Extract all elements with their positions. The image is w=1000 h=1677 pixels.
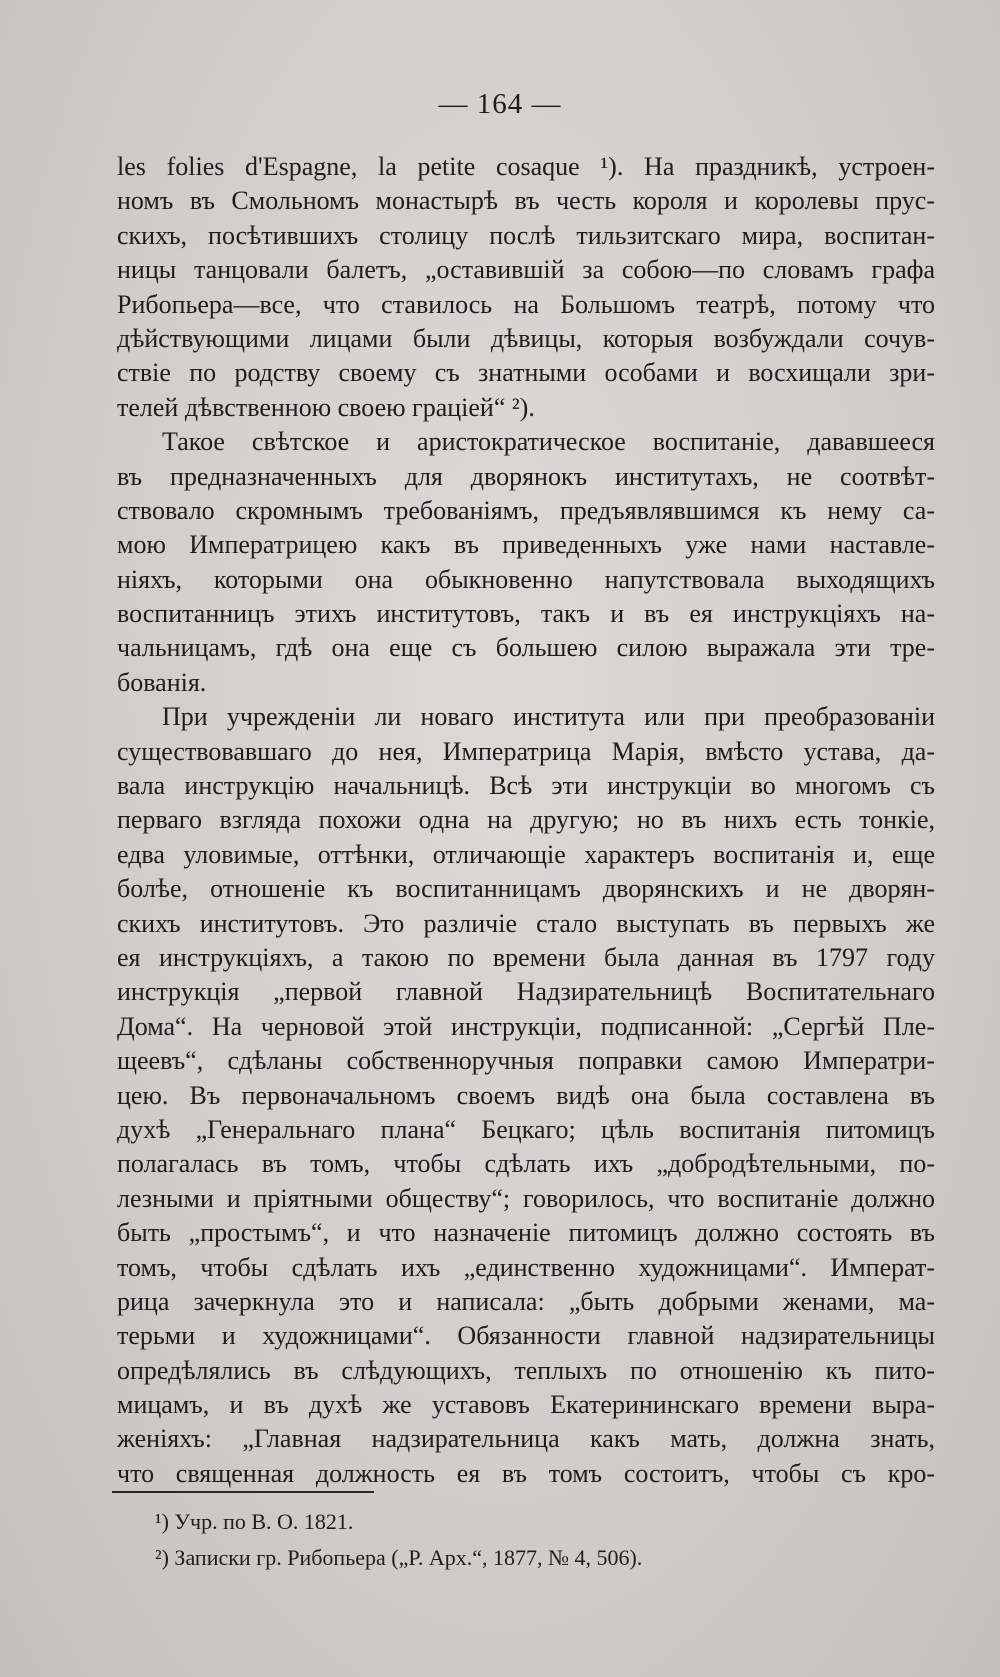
text-line: ствовало скромнымъ требованіямъ, предъявлявшимся къ нему са- bbox=[117, 495, 935, 525]
text-line: женіяхъ: „Главная надзирательница какъ мать, должна знать, bbox=[117, 1424, 935, 1454]
paragraph-1 bbox=[117, 150, 935, 425]
text-line: опредѣлялись въ слѣдующихъ, теплыхъ по отношенію къ пито- bbox=[117, 1355, 935, 1385]
text-line: что священная должность ея въ томъ состоитъ, чтобы съ кро- bbox=[117, 1458, 935, 1488]
text-line: скихъ институтовъ. Это различіе стало выступать въ первыхъ же bbox=[117, 908, 935, 938]
text-line: скихъ, посѣтившихъ столицу послѣ тильзитскаго мира, воспитан- bbox=[117, 220, 935, 250]
text-line: ея инструкціяхъ, а такою по времени была данная въ 1797 году bbox=[117, 942, 935, 972]
text-line: щеевъ“, сдѣланы собственноручныя поправки самою Императри- bbox=[117, 1046, 935, 1076]
text-line: мою Императрицею какъ въ приведенныхъ уже нами наставле- bbox=[117, 530, 935, 560]
text-line: мицамъ, и въ духѣ же уставовъ Екатерининскаго времени выра- bbox=[117, 1390, 935, 1420]
text-line: телей дѣвственною своею граціей“ ²). bbox=[117, 392, 535, 422]
text-line: едва уловимые, оттѣнки, отличающіе характеръ воспитанія и, еще bbox=[117, 839, 935, 869]
text-line: существовавшаго до нея, Императрица Марія, вмѣсто устава, да- bbox=[117, 736, 935, 766]
text-line: духѣ „Генеральнаго плана“ Бецкаго; цѣль воспитанія питомицъ bbox=[117, 1114, 935, 1144]
text-line: въ предназначенныхъ для дворянокъ институтахъ, не соотвѣт- bbox=[117, 461, 935, 491]
footnotes bbox=[155, 1504, 855, 1576]
text-line: инструкція „первой главной Надзирательницѣ Воспитательнаго bbox=[117, 977, 935, 1007]
text-line: номъ въ Смольномъ монастырѣ въ честь короля и королевы прус- bbox=[117, 186, 935, 216]
text-line: ницы танцовали балетъ, „оставившій за собою—по словамъ графа bbox=[117, 255, 935, 285]
text-line: ствіе по родству своему съ знатными особами и восхищали зри- bbox=[117, 358, 935, 388]
text-line: рица зачеркнула это и написала: „быть добрыми женами, ма- bbox=[117, 1286, 935, 1316]
paragraph-2 bbox=[117, 425, 935, 700]
text-line: терьми и художницами“. Обязанности главной надзирательницы bbox=[117, 1321, 935, 1351]
text-line: бованія. bbox=[117, 667, 207, 697]
text-line: дѣйствующими лицами были дѣвицы, которыя возбуждали сочув- bbox=[117, 323, 935, 353]
text-line: Дома“. На черновой этой инструкціи, подписанной: „Сергѣй Пле- bbox=[117, 1011, 935, 1041]
text-line: При учрежденіи ли новаго института или при преобразованіи bbox=[162, 702, 935, 732]
paragraph-3 bbox=[117, 700, 935, 1491]
text-line: быть „простымъ“, и что назначеніе питомицъ должно состоять въ bbox=[117, 1218, 935, 1248]
text-line: Рибопьера—все, что ставилось на Большомъ театрѣ, потому что bbox=[117, 289, 935, 319]
text-line: лезными и пріятными обществу“; говорилось, что воспитаніе должно bbox=[117, 1183, 935, 1213]
text-line: les folies d'Espagne, la petite cosaque ¹). На праздникѣ, устроен- bbox=[117, 152, 935, 181]
text-line: вала инструкцію начальницѣ. Всѣ эти инструкціи во многомъ съ bbox=[117, 771, 935, 801]
text-line: чальницамъ, гдѣ она еще съ большею силою выражала эти тре- bbox=[117, 633, 935, 663]
text-line: полагалась въ томъ, чтобы сдѣлать ихъ „добродѣтельными, по- bbox=[117, 1149, 935, 1179]
text-line: томъ, чтобы сдѣлать ихъ „единственно художницами“. Императ- bbox=[117, 1252, 935, 1282]
text-line: Такое свѣтское и аристократическое воспитаніе, дававшееся bbox=[162, 427, 935, 457]
main-text bbox=[117, 150, 935, 1491]
text-line: перваго взгляда похожи одна на другую; но въ нихъ есть тонкіе, bbox=[117, 805, 935, 835]
page-number: — 164 — bbox=[438, 88, 562, 120]
footnote-2: ²) Записки гр. Рибопьера („Р. Арх.“, 1877, № 4, 506). bbox=[155, 1545, 643, 1570]
text-line: болѣе, отношеніе къ воспитанницамъ дворянскихъ и не дворян- bbox=[117, 874, 935, 904]
text-line: цею. Въ первоначальномъ своемъ видѣ она была составлена въ bbox=[117, 1080, 935, 1110]
text-line: воспитанницъ этихъ институтовъ, такъ и въ ея инструкціяхъ на- bbox=[117, 599, 935, 629]
text-line: ніяхъ, которыми она обыкновенно напутствовала выходящихъ bbox=[117, 564, 935, 594]
footnote-1: ¹) Учр. по В. О. 1821. bbox=[155, 1509, 354, 1534]
footnote-divider bbox=[112, 1491, 374, 1493]
